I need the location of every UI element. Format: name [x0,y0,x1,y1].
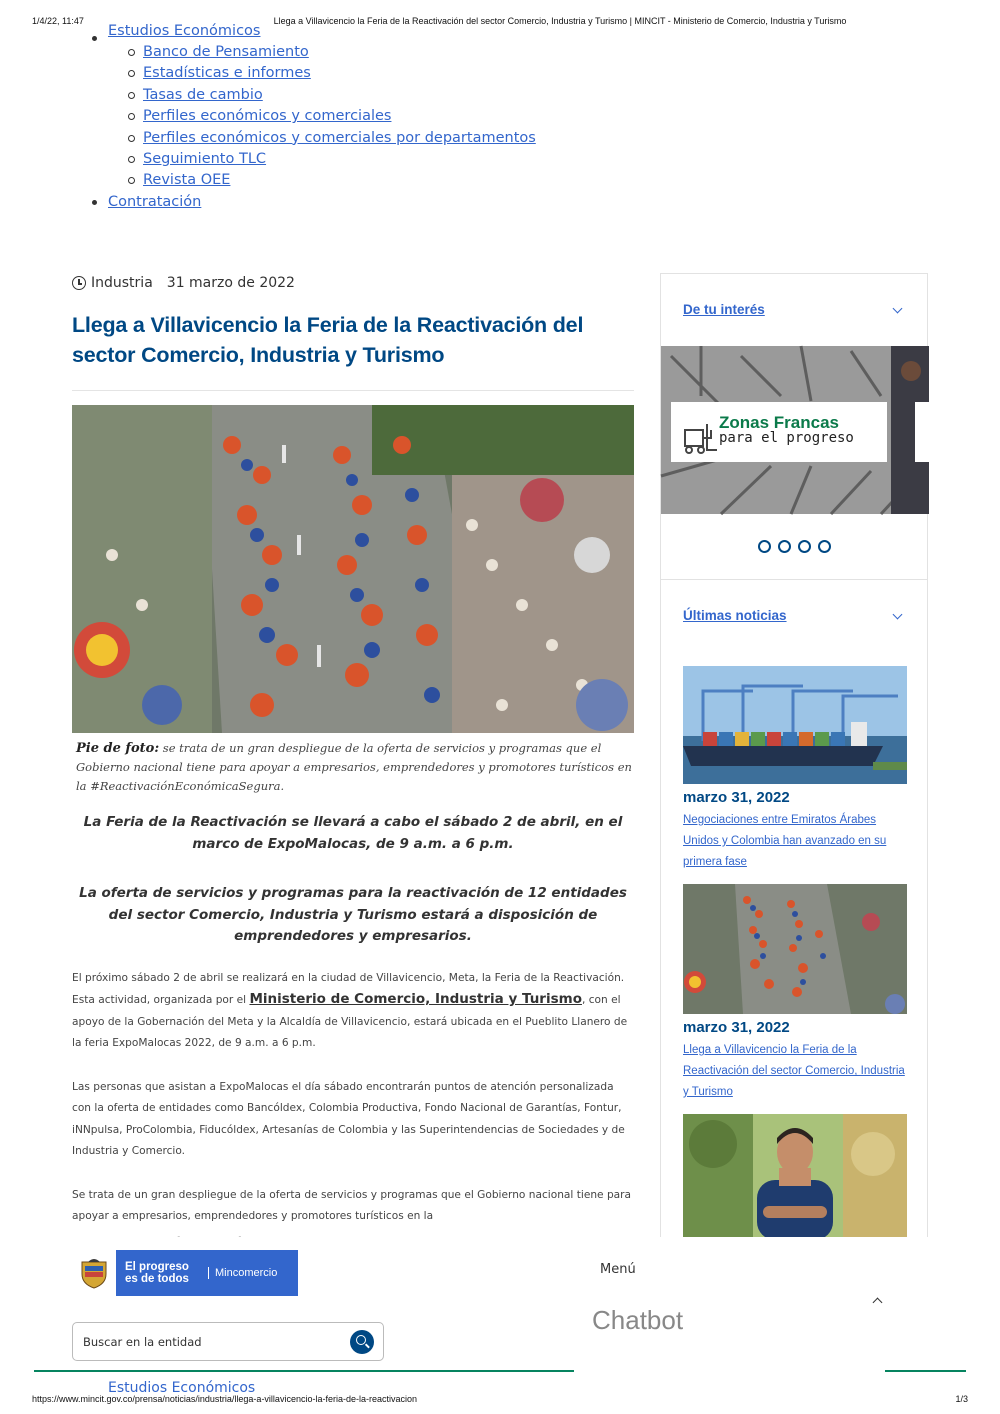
hero-image [72,405,634,733]
nav-link-tlc[interactable]: Seguimiento TLC [143,151,267,168]
caption-label: Pie de foto: [76,741,160,756]
nav-subitem[interactable] [92,149,536,170]
news-accordion-label[interactable]: Últimas noticias [683,608,787,623]
news-item [683,666,907,871]
carousel-dot[interactable] [778,540,791,553]
chevron-down-icon[interactable] [893,610,903,620]
nav-subitem[interactable] [92,106,536,127]
nav-subitem[interactable] [92,63,536,84]
gov-logo[interactable] [72,1250,298,1296]
nav-subitem[interactable] [92,42,536,63]
menu-button[interactable]: Menú [600,1262,636,1277]
site-nav-list [92,23,536,213]
dancers-photo-thumb [683,884,907,1014]
logo-slogan [116,1261,206,1285]
search-box [72,1322,384,1361]
interest-accordion-label[interactable]: De tu interés [683,302,765,317]
nav-link-estadisticas[interactable]: Estadísticas e informes [143,65,311,82]
news-title-link[interactable]: Negociaciones entre Emiratos Árabes Unidos y Colombia han avanzado en su primera fase [683,814,887,868]
nav-subitem[interactable] [92,170,536,191]
interest-accordion[interactable] [661,274,927,346]
search-icon[interactable] [350,1330,374,1354]
print-url: https://www.mincit.gov.co/prensa/noticias/industria/llega-a-villavicencio-la-feria-de-la-reactivacion [32,1394,417,1404]
print-datetime: 1/4/22, 11:47 [32,16,84,26]
nav-link-revista[interactable]: Revista OEE [143,172,231,189]
news-title-link[interactable]: Llega a Villavicencio la Feria de la Reactivación del sector Comercio, Industria y Turismo [683,1044,905,1098]
news-image-port[interactable] [683,666,907,784]
logo-brand: Mincomercio [208,1267,277,1279]
logo-slogan-line-2: es de todos [125,1273,189,1285]
article [72,272,634,1239]
paragraph-1-end: , con el apoyo de la Gobernación del Meta y la Alcaldía de Villavicencio, estará ubicada en el Pueblito Llanero de la feria ExpoMalocas 2022, de 9 a.m. a 6 p.m. [72,994,628,1049]
dancers-photo [72,405,634,733]
article-paragraph-2: Las personas que asistan a ExpoMalocas el día sábado encontrarán puntos de atención personalizada con la oferta de entidades como Bancóldex, Colombia Productiva, Fondo Nacional de Garantías, Fontur, iNNpulsa, ProColombia, Fiducóldex, Artesanías de Colombia y las Superintendencias de Sociedades y de Industria y Comercio. [72,1080,625,1157]
carousel-dot[interactable] [758,540,771,553]
carousel-pager [661,514,927,580]
nav-link-estudios[interactable]: Estudios Económicos [108,23,261,39]
carousel-dot[interactable] [798,540,811,553]
nav-link-perfiles[interactable]: Perfiles económicos y comerciales [143,108,392,125]
promo-banner[interactable] [661,346,929,514]
news-item [683,884,907,1101]
paragraph-1-start: El próximo sábado 2 de abril se realizará en la ciudad de Villavicencio, Meta, la Feria de la Reactivación. Esta actividad, organizada por el [72,971,625,1006]
zonas-francas-banner-image [661,346,929,514]
search-input[interactable] [83,1333,343,1351]
news-image-feria[interactable] [683,884,907,1014]
divider [72,390,634,391]
article-lead-2: La oferta de servicios y programas para la reactivación de 12 entidades del sector Comercio, Industria y Turismo estará a disposición de emprendedores y empresarios. [79,885,627,944]
article-category: Industria [91,275,153,291]
footer-divider-right [885,1370,966,1372]
logo-slogan-line-1: El progreso [125,1261,189,1273]
ministry-link[interactable]: Ministerio de Comercio, Industria y Turismo [249,991,582,1007]
news-image-person[interactable] [683,1114,907,1240]
nav-item-estudios[interactable] [92,23,536,42]
article-title: Llega a Villavicencio la Feria de la Reactivación del sector Comercio, Industria y Turismo [72,313,584,367]
nav-subitem[interactable] [92,128,536,149]
article-paragraph-3: Se trata de un gran despliegue de la oferta de servicios y programas que el Gobierno nacional tiene para apoyar a empresarios, emprendedores y promotores turísticos en la [72,1188,632,1222]
chevron-up-icon[interactable] [873,1298,883,1308]
footer-divider-left [34,1370,574,1372]
footer-nav-cut-item[interactable]: Estudios Económicos [108,1380,256,1396]
print-footer [32,1394,968,1408]
article-date: 31 marzo de 2022 [166,275,295,291]
site-footer-bar [0,1237,1000,1396]
clock-icon [72,276,86,290]
news-date: marzo 31, 2022 [683,1019,790,1036]
sidebar [660,273,928,1237]
news-accordion[interactable] [661,580,927,652]
banner-line-2: para el progreso [719,430,854,446]
photo-caption [72,739,634,796]
nav-link-contratacion[interactable]: Contratación [108,193,202,210]
smiling-man-photo [683,1114,907,1240]
coat-of-arms-icon [72,1250,116,1296]
nav-link-tasas[interactable]: Tasas de cambio [143,86,263,103]
banner-line-1: Zonas Francas [719,413,839,432]
chevron-down-icon[interactable] [893,304,903,314]
article-meta [72,272,634,294]
article-paragraph-1 [72,968,634,1055]
nav-link-banco[interactable]: Banco de Pensamiento [143,44,309,60]
print-page-title: Llega a Villavicencio la Feria de la Reactivación del sector Comercio, Industria y Turismo | MINCIT - Ministerio de Comercio, Industria y Turismo [273,16,847,26]
carousel-dot[interactable] [818,540,831,553]
nav-subitem[interactable] [92,85,536,106]
caption-text: se trata de un gran despliegue de la oferta de servicios y programas que el Gobierno nacional tiene para apoyar a empresarios, emprendedores y promotores turísticos en la #ReactivaciónEconómicaSegura. [76,741,632,793]
chatbot-button[interactable]: Chatbot [592,1305,684,1335]
nav-link-perfiles-dptos[interactable]: Perfiles económicos y comerciales por departamentos [143,129,536,146]
article-lead-1: La Feria de la Reactivación se llevará a cabo el sábado 2 de abril, en el marco de ExpoMalocas, de 9 a.m. a 6 p.m. [83,814,623,852]
port-ship-photo [683,666,907,784]
news-date: marzo 31, 2022 [683,789,790,806]
nav-item-contratacion[interactable] [92,192,536,213]
print-page-number: 1/3 [955,1394,968,1404]
